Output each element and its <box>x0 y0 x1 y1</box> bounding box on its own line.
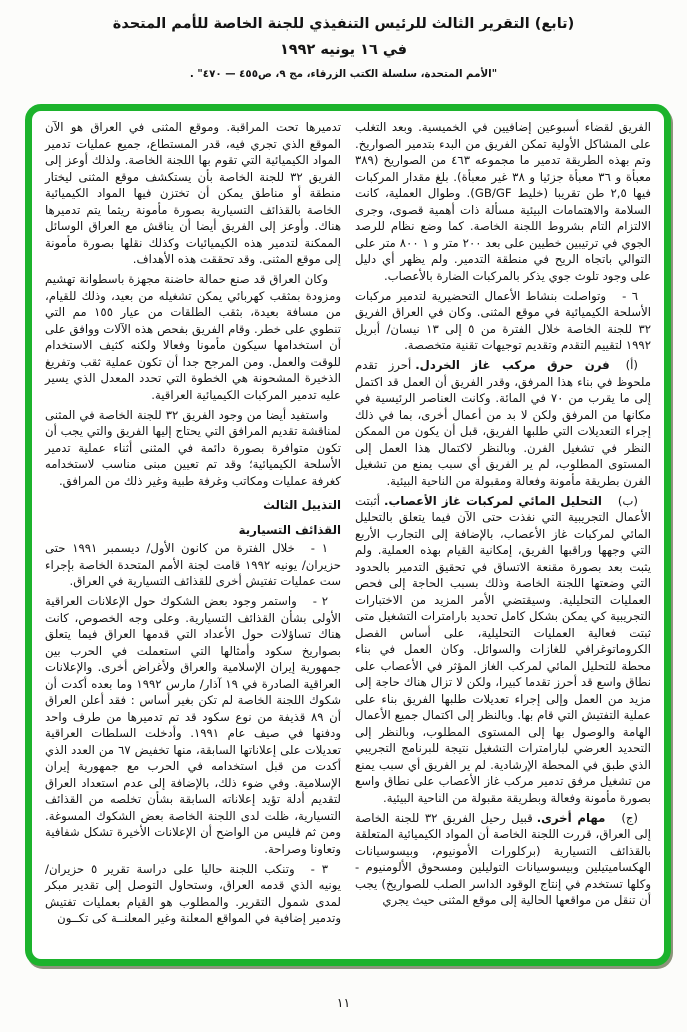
paragraph-1 <box>45 540 341 590</box>
paragraph-continuation <box>45 119 341 268</box>
paragraph-3 <box>45 861 341 927</box>
paragraph-number: ٦ - <box>622 288 638 303</box>
paragraph-text: وتنكب اللجنة حاليا على دراسة تقرير ٥ حزيران/ يونيه الذي قدمه العراق، وستحاول التوصل إلى تقدير مبكر لمدى شمول التقرير. والمطلوب هو القيام بعمليات تفتيش وتدمير إضافية في المواقع المعلنة وغير المعلنــة كى تكــون <box>45 861 341 925</box>
paragraph-continuation <box>355 119 651 284</box>
paragraph-text: خلال الفترة من كانون الأول/ ديسمبر ١٩٩١ حتى حزيران/ يونيه ١٩٩٢ قامت لجنة الأمم المتحدة الخاصة بإجراء ست عمليات تفتيش أخرى للقذائف التسيارية في العراق. <box>45 541 341 588</box>
report-date: في ١٦ يونيه ١٩٩٢ <box>279 42 408 58</box>
paragraph-text: قبيل رحيل الفريق ٣٢ للجنة الخاصة إلى العراق، قررت اللجنة الخاصة أن المواد الكيميائية المتعلقة بالقذائف التسيارية (بركلورات الأمونيوم، وبيسوسيانات الهكساميتيلين وبيسوسيانات التوليلين ومسحوق الألومنيوم - وكلها تستخدم في إنتاج الوقود الداسر الصلب للصواريخ) يجب أن تنقل من مواقعها الحالية إلى موقع المثنى حيث يجري <box>355 810 651 907</box>
paragraph-number: ٢ - <box>312 594 328 608</box>
document-header <box>0 16 687 80</box>
page-number: ١١ <box>336 995 351 1010</box>
paragraph <box>45 407 341 490</box>
paragraph-text: وكان العراق قد صنع حمالة حاضنة مجهزة باسطوانة تهشيم ومزودة بمثقب كهربائي يمكن تشغيله من بعيد، وذلك للقيام، من مسافة بعيدة، بثقب الطلقات من عيار ١٥٥ مم التي تنطوي على خطر. وقام الفريق بفحص هذه الآلات ووافق على أن استخدامها سيكون مأمونا وفعالا ولكنه كثيف الاستخدام للوقت والعمل. ومن المرجح جدا أن تكون عملية ثقب وتفريغ الذخيرة المشحونة هي الخطوة التي تحدد المعدل الذي يسير عليه تدمير المركبات الكيميائية العراقية. <box>45 272 342 402</box>
paragraph-text: أحرز تقدم ملحوظ في بناء هذا المرفق، وقدر الفريق أن العمل قد اكتمل إلى ما يقرب من ٧٠ في المائة. وكانت العناصر الرئيسية في مكانها من المرفق ولكن لا بد من أعمال أخرى، بما في ذلك إجراء التعديلات التي طلبها الفريق، قبل أن يكون من الممكن النظر في تشغيل الفرن. وبالنظر لاكتمال هذا العمل إلى المستوى المطلوب، لم ير الفريق أي سبب يمنع من تشغيل الفرن بطريقة مأمونة وفعالة ومقبولة من الناحية البيئية. <box>355 358 651 488</box>
paragraph-item-a <box>355 357 651 489</box>
section-heading-ballistic-missiles: القذائف التسيارية <box>238 522 341 537</box>
item-lead-title: التحليل المائي لمركبات غاز الأعصاب. <box>384 493 602 508</box>
item-letter: (ب) <box>617 493 638 508</box>
paragraph-2 <box>45 593 341 857</box>
source-citation: "الأمم المتحدة، سلسلة الكتب الزرقاء، مج ٩، ص٤٥٥ — ٤٧٠" . <box>189 68 498 80</box>
paragraph-item-c <box>355 810 651 909</box>
paragraph-text: تدميرها تحت المراقبة. وموقع المثنى في العراق هو الآن الموقع الذي تجري فيه، قدر المستطاع، جميع عمليات تدمير المواد الكيميائية التي تقوم بها اللجنة الخاصة. ولذلك أوعز إلى الفريق ٣٢ للجنة الخاصة بأن يستكشف موقع المثنى ليختار منطقة أو مناطق يمكن أن تختزن فيها المواد الكيميائية الخاصة بالقذائف التسيارية بصورة مأمونة ريثما يتم تدميرها هناك. وأوعز إلى الفريق أيضا أن يناقش مع العراق الوسائل الممكنة لتدمير هذه الكيميائيات وكذلك نقلها بصورة مأمونة إلى موقع المثنى. وقد تحققت هذه الأهداف. <box>45 120 341 266</box>
paragraph-number: ١ - <box>310 541 328 555</box>
column-right <box>355 119 651 953</box>
paragraph-text: وتواصلت بنشاط الأعمال التحضيرية لتدمير مركبات الأسلحة الكيميائية في موقع المثنى. وكان في العراق الفريق ٣٢ للجنة الخاصة خلال الفترة من ٥ إلى ١٣ نيسان/ أبريل ١٩٩٢ لتقييم التقدم وتقديم توجيهات تقنية متخصصة. <box>355 288 651 352</box>
paragraph-item-b <box>355 493 651 807</box>
green-border-box <box>25 104 671 966</box>
paragraph-text: واستمر وجود بعض الشكوك حول الإعلانات العراقية الأولى بشأن القذائف التسيارية. وعلى وجه الخصوص، كانت هناك تساؤلات حول الأعداد التي قدمها العراق فيما يتعلق بصواريخ سكود وأمثالها التي استعملت في الحرب بين جمهورية إيران الإسلامية والعراق ولأغراض أخرى. والإعلانات العراقية الصادرة في ١٩ آذار/ مارس ١٩٩٢ وما بعده أكدت أن شكوك اللجنة الخاصة لم تكن بغير أساس : فقد أعلن العراق أن ٨٩ قذيفة من نوع سكود قد تم تدميرها من طرف واحد ودفنها في صيف عام ١٩٩١. وأدخلت السلطات العراقية تعديلات على إعلاناتها السابقة، منها تخفيض ٦٧ من العدد الذي أكدت من قبل استخدامه في الحرب مع جمهورية إيران الإسلامية. وفي ضوء ذلك، بالإضافة إلى عدم استعداد العراق لتقديم أدلة تؤيد إعلاناته السابقة بشأن تخلصه من القذائف التسيارية، ظلت لدى اللجنة الخاصة بعض الشكوك المسوغة. ومن ثم فليس من الواضح أن الإعلانات الأخيرة تشكل شفافية وتعاونا وصراحة. <box>45 594 341 856</box>
report-title: (تابع) التقرير الثالث للرئيس التنفيذي للجنة الخاصة للأمم المتحدة <box>112 16 575 32</box>
item-lead-title: فرن حرق مركب غاز الخردل. <box>415 358 610 372</box>
column-left <box>45 119 341 953</box>
paragraph-text: أثبتت الأعمال التجريبية التي نفذت حتى الآن فيما يتعلق بالتحليل المائي لمركبات غاز الأعصاب، بالإضافة إلى التجارب الأربع التي وجهها وراقبها الفريق، إمكانية القيام بهذه العملية. ولم يثبت بعد بصورة مقنعة الاتساق في تحقيق التدمير بالحدود التي وضعتها اللجنة الخاصة وذلك بسبب الحاجة إلى فحص العمليات التحليلية. وسيقتضي الأمر المزيد من الاختبارات التجريبية كي يمكن بشكل كامل تحديد بارامترات التشغيل متى ثبتت فعالية العمليات التحليلية، على أساس الفصل الكروماتوغرافي للغازات والسوائل. وكان العمل في بناء محطة للتحليل المائي لمركب الغاز المؤثر في الأعصاب على نطاق واسع قد أحرز تقدما كبيرا، ولكن لا تزال هناك حاجة إلى مزيد من العمل وإلى إجراء تعديلات طلبها الفريق بناء على عملية التفتيش التي قام بها. وبالنظر إلى اكتمال جميع الأعمال الهامة والوصول بها إلى المستوى المطلوب، وبالنظر إلى التحديد العرضي لبارامترات التشغيل نتيجة للبرنامج التجريبي الذي طبق في المحطة الإرشادية. لم ير الفريق أي سبب يمنع من تشغيل مرفق تدمير مركب غاز الأعصاب على نطاق واسع بصورة مأمونة وفعالة وبطريقة مقبولة من الناحية البيئية. <box>355 493 651 805</box>
two-column-body <box>32 111 664 959</box>
section-heading-appendix-three: التذييل الثالث <box>263 498 341 512</box>
paragraph-text: واستفيد أيضا من وجود الفريق ٣٢ للجنة الخاصة في المثنى لمناقشة تقديم المرافق التي يحتاج إليها الفريق والتي يجب أن تكون متوافرة بصورة دائمة في المثنى أثناء عملية تدمير الأسلحة الكيميائية؛ وقد تم تعيين مبنى مناسب لاستخدامه كغرفة عمليات ومكاتب وغرفة طبية وغير ذلك من المرافق. <box>45 407 341 488</box>
paragraph <box>45 271 341 403</box>
item-letter: (ج) <box>621 810 638 825</box>
paragraph-6 <box>355 288 651 354</box>
paragraph-text: الفريق لقضاء أسبوعين إضافيين في الخميسية. وبعد التغلب على المشاكل الأولية تمكن الفريق من البدء بتدمير الصواريخ. وتم بهذه الطريقة تدمير ما مجموعه ٤٦٣ من الصواريخ (٣٨٩ معبأة و ٣٦ معبأة جزئيا و ٣٨ غير معبأة). بلغ مقدار المركبات فيها ٢,٥ طن تقريبا (خليط GB/GF). وطوال العملية، كانت السلامة والاهتمامات البيئية مسألة ذات أهمية قصوى، وجرى الالتزام التام بشروط اللجنة الخاصة. كما وضع نظام للرصد الجوي في ترتيبين خطيين على بعد ٢٠٠ متر و ١ ٨٠٠ متر على التوالي باتجاه الريح في منطقة التدمير. ولم يظهر أي دليل على وجود تلوث جوي يذكر بالمركبات الضارة بالأعصاب. <box>355 120 652 283</box>
item-letter: (أ) <box>625 358 638 372</box>
paragraph-number: ٣ - <box>310 861 328 876</box>
item-lead-title: مهام أخرى. <box>536 810 606 825</box>
